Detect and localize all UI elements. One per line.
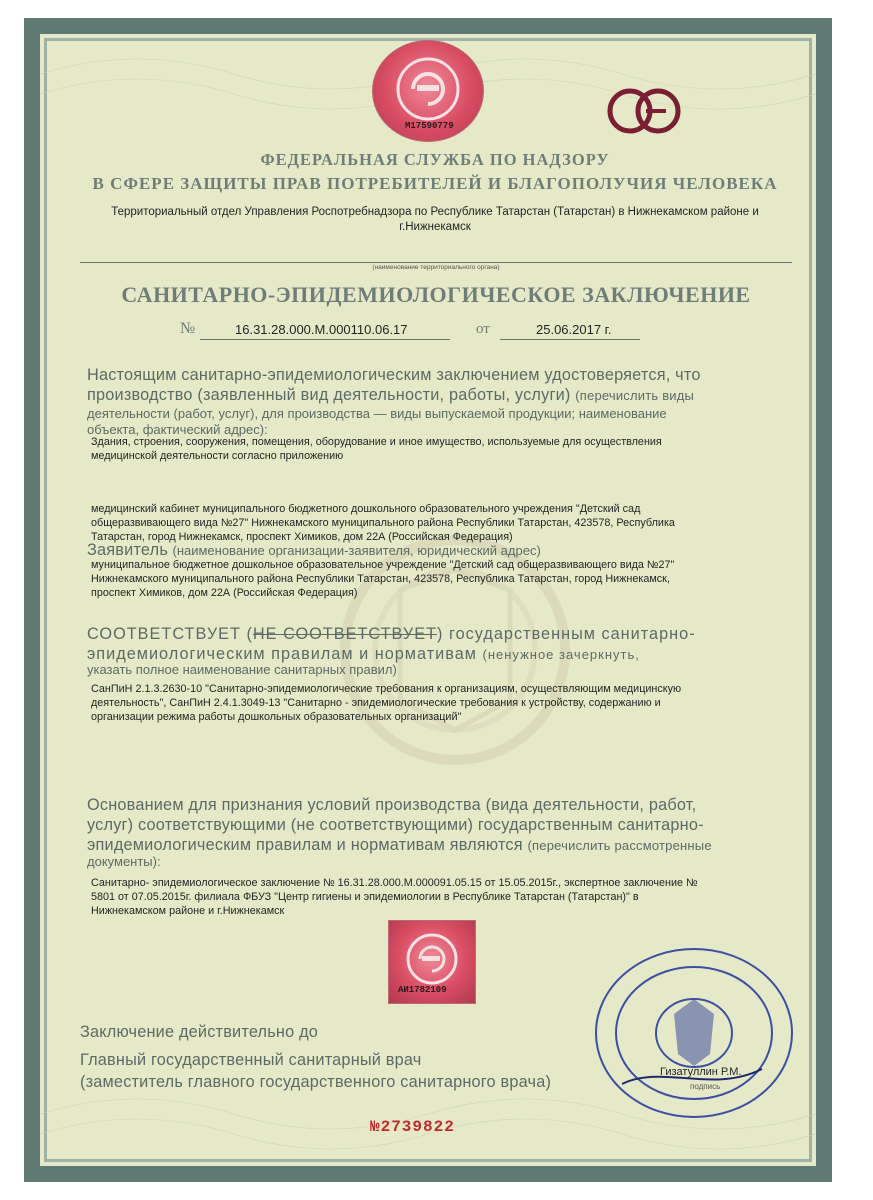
department-underline [80,262,792,263]
eagle-emblem-icon [674,999,714,1066]
registration-number: №2739822 [370,1118,455,1136]
signature-caption: подпись [690,1082,721,1091]
valid-until: Заключение действительно до [80,1023,319,1041]
address-line-2: общеразвивающего вида №27" Нижнекамского муниципального района Республики Татарстан, 423578, Республика [91,517,675,529]
object-line-1: Здания, строения, сооружения, помещения, оборудование и иное имущество, используемые для осуществления [91,436,662,448]
basis-doc-line-3: Нижнекамском районе и г.Нижнекамск [91,905,285,917]
basis-line-4: документы): [87,854,161,869]
certifies-line-2-hint: (перечислить виды [575,388,695,403]
signer-name: Гизатуллин Р.М. [660,1066,742,1078]
conformity-line-2-hint: (ненужное зачеркнуть, [482,647,640,662]
hologram-bottom-serial: AИ1782109 [398,985,447,995]
conformity-rest: государственным санитарно- [448,625,696,643]
rules-line-1: СанПиН 2.1.3.2630-10 "Санитарно-эпидемиологические требования к организациям, осуществляющим медицинскую [91,683,682,695]
conformity-line-1: СООТВЕТСТВУЕТ (НЕ СООТВЕТСТВУЕТ) государственным санитарно- [87,625,696,643]
certifies-line-3: деятельности (работ, услуг), для производства — виды выпускаемой продукции; наименование [87,406,667,421]
certifies-line-2 [87,385,787,406]
chief-line-1: Главный государственный санитарный врач [80,1051,422,1069]
conformity-line-3: указать полное наименование санитарных правил) [87,662,397,677]
hologram-top-serial: M17590779 [405,121,454,131]
se-logo [606,86,682,136]
header-line-1: ФЕДЕРАЛЬНАЯ СЛУЖБА ПО НАДЗОРУ [260,150,610,169]
applicant-hint: (наименование организации-заявителя, юридический адрес) [172,543,541,558]
conformity-struck: НЕ СООТВЕТСТВУЕТ [252,625,438,643]
number-underline [200,339,450,340]
basis-doc-line-2: 5801 от 07.05.2015г. филиала ФБУЗ "Центр гигиены и эпидемиологии в Республике Татарстан (Татарстан)" в [91,891,639,903]
certifies-line-4: объекта, фактический адрес): [87,422,268,437]
applicant-line [87,540,787,560]
basis-line-3-main: эпидемиологическим правилам и нормативам являются [87,836,523,854]
department-line-2: г.Нижнекамск [399,221,471,233]
header-line-2: В СФЕРЕ ЗАЩИТЫ ПРАВ ПОТРЕБИТЕЛЕЙ И БЛАГОПОЛУЧИЯ ЧЕЛОВЕКА [92,174,778,193]
address-line-1: медицинский кабинет муниципального бюджетного дошкольного образовательного учреждения "Детский сад [91,503,641,515]
applicant-label: Заявитель [87,541,169,559]
applicant-line-2: Нижнекамского муниципального района Республики Татарстан, 423578, Республика Татарстан, город Нижнекамск, [91,573,670,585]
applicant-line-1: муниципальное бюджетное дошкольное образовательное учреждение "Детский сад общеразвивающего вида №27" [91,559,675,571]
rules-line-3: организации режима работы дошкольных образовательных организаций" [91,711,462,723]
conformity-word: СООТВЕТСТВУЕТ [87,625,241,643]
department-caption: (наименование территориального органа) [372,264,500,271]
number-from-label: от [476,321,490,337]
chief-line-2: (заместитель главного государственного санитарного врача) [80,1073,552,1091]
basis-line-3-hint: (перечислить рассмотренные [527,838,712,853]
department-line-1: Территориальный отдел Управления Роспотребнадзора по Республике Татарстан (Татарстан) в Нижнекамском районе и [111,206,759,218]
basis-line-3 [87,835,787,856]
conformity-line-2-main: эпидемиологическим правилам и нормативам [87,645,477,663]
basis-doc-line-1: Санитарно- эпидемиологическое заключение № 16.31.28.000.М.000091.05.15 от 15.05.2015г., экспертное заключение № [91,877,698,889]
certifies-line-1: Настоящим санитарно-эпидемиологическим заключением удостоверяется, что [87,366,701,384]
certifies-line-2-main: производство (заявленный вид деятельности, работы, услуги) [87,386,571,404]
hologram-top [372,40,484,142]
document-title: САНИТАРНО-ЭПИДЕМИОЛОГИЧЕСКОЕ ЗАКЛЮЧЕНИЕ [121,282,751,307]
number-value: 16.31.28.000.М.000110.06.17 [235,322,408,337]
hologram-bottom [388,920,476,1004]
applicant-line-3: проспект Химиков, дом 22А (Российская Федерация) [91,587,358,599]
basis-line-1: Основанием для признания условий производства (вида деятельности, работ, [87,796,697,814]
se-logo-icon [606,86,682,136]
object-line-2: медицинской деятельности согласно приложению [91,450,344,462]
basis-line-2: услуг) соответствующими (не соответствующими) государственным санитарно- [87,816,704,834]
official-stamp [592,944,797,1122]
address-line-3: Татарстан, город Нижнекамск, проспект Химиков, дом 22А (Российская Федерация) [91,531,513,543]
number-date: 25.06.2017 г. [536,322,612,337]
number-prefix: № [180,320,196,337]
date-underline [500,339,640,340]
rules-line-2: деятельность", СанПиН 2.4.1.3049-13 "Санитарно - эпидемиологические требования к устройству, содержанию и [91,697,661,709]
